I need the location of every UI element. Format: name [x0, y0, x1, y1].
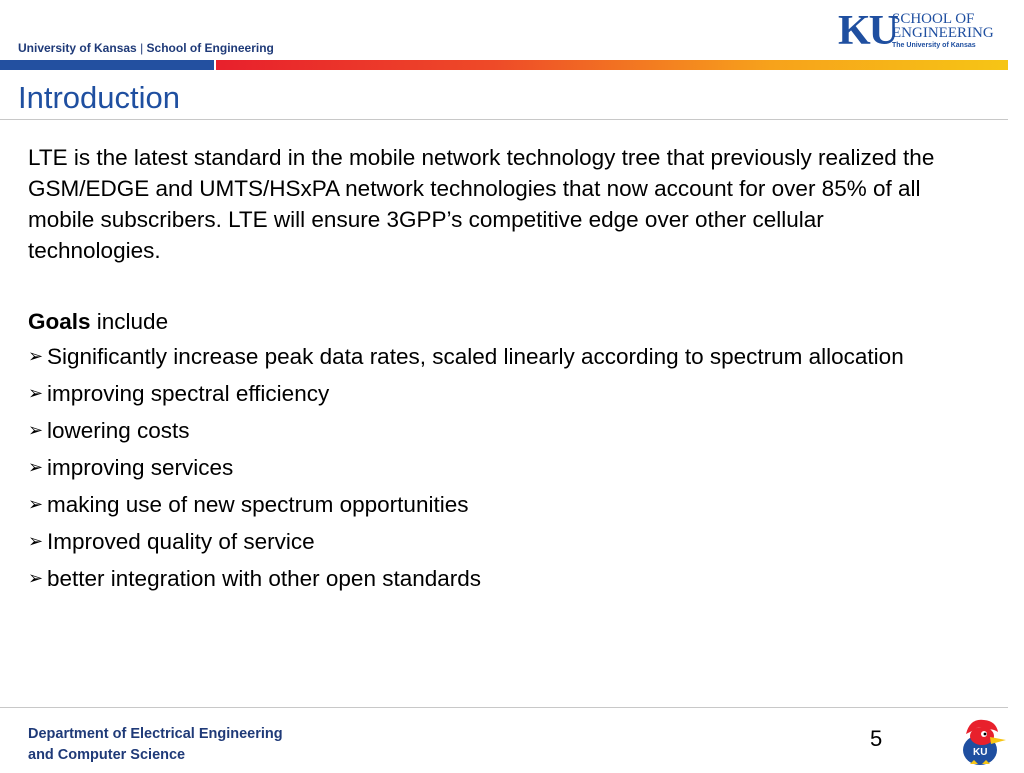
- footer-department: [28, 724, 283, 766]
- school-name: School of Engineering: [146, 41, 274, 55]
- header-bar-gradient: [216, 60, 1008, 70]
- goals-heading: [28, 306, 938, 337]
- logo-ku-letters: KU: [838, 8, 897, 54]
- arrow-bullet-icon: ➢: [28, 383, 44, 403]
- arrow-bullet-icon: ➢: [28, 457, 44, 477]
- goal-text: better integration with other open standards: [47, 566, 482, 591]
- university-name: University of Kansas: [18, 41, 137, 55]
- header-bar-blue: [0, 60, 214, 70]
- arrow-bullet-icon: ➢: [28, 346, 44, 366]
- goal-item: [28, 489, 938, 520]
- footer-divider: [0, 707, 1008, 708]
- goals-suffix: include: [90, 309, 169, 334]
- arrow-bullet-icon: ➢: [28, 531, 44, 551]
- dept-line1: Department of Electrical Engineering: [28, 726, 283, 742]
- goal-text: lowering costs: [47, 418, 190, 443]
- goal-item: [28, 526, 938, 557]
- goal-item: [28, 378, 938, 409]
- goal-text: Improved quality of service: [47, 529, 315, 554]
- logo-line1: SCHOOL OF: [892, 11, 975, 27]
- goals-label: Goals: [28, 309, 91, 334]
- header-university-school: [18, 41, 274, 55]
- ku-school-of-engineering-logo: [838, 10, 1008, 56]
- goal-item: [28, 415, 938, 446]
- goal-text: improving spectral efficiency: [47, 381, 330, 406]
- slide-content: [28, 142, 938, 600]
- dept-line2: and Computer Science: [28, 747, 186, 763]
- intro-paragraph: LTE is the latest standard in the mobile network technology tree that previously realized the GSM/EDGE and UMTS/HSxPA network technologies that now account for over 85% of all mobile subscribers. LTE will ensure 3GPP’s competitive edge over other cellular technologies.: [28, 145, 935, 263]
- goal-item: [28, 563, 938, 594]
- goal-item: [28, 341, 938, 372]
- title-divider: [0, 119, 1008, 120]
- svg-text:KU: KU: [973, 747, 988, 758]
- arrow-bullet-icon: ➢: [28, 568, 44, 588]
- goal-text: making use of new spectrum opportunities: [47, 492, 469, 517]
- goals-list: [28, 341, 938, 594]
- logo-line2: ENGINEERING: [892, 25, 994, 41]
- arrow-bullet-icon: ➢: [28, 494, 44, 514]
- arrow-bullet-icon: ➢: [28, 420, 44, 440]
- goal-text: improving services: [47, 455, 234, 480]
- logo-subtitle: The University of Kansas: [892, 42, 976, 49]
- jayhawk-mascot-icon: [952, 714, 1008, 768]
- page-number: 5: [870, 726, 883, 751]
- goal-item: [28, 452, 938, 483]
- slide-title: Introduction: [18, 80, 180, 115]
- goal-text: Significantly increase peak data rates, scaled linearly according to spectrum allocation: [47, 344, 904, 369]
- header-separator: |: [140, 41, 144, 55]
